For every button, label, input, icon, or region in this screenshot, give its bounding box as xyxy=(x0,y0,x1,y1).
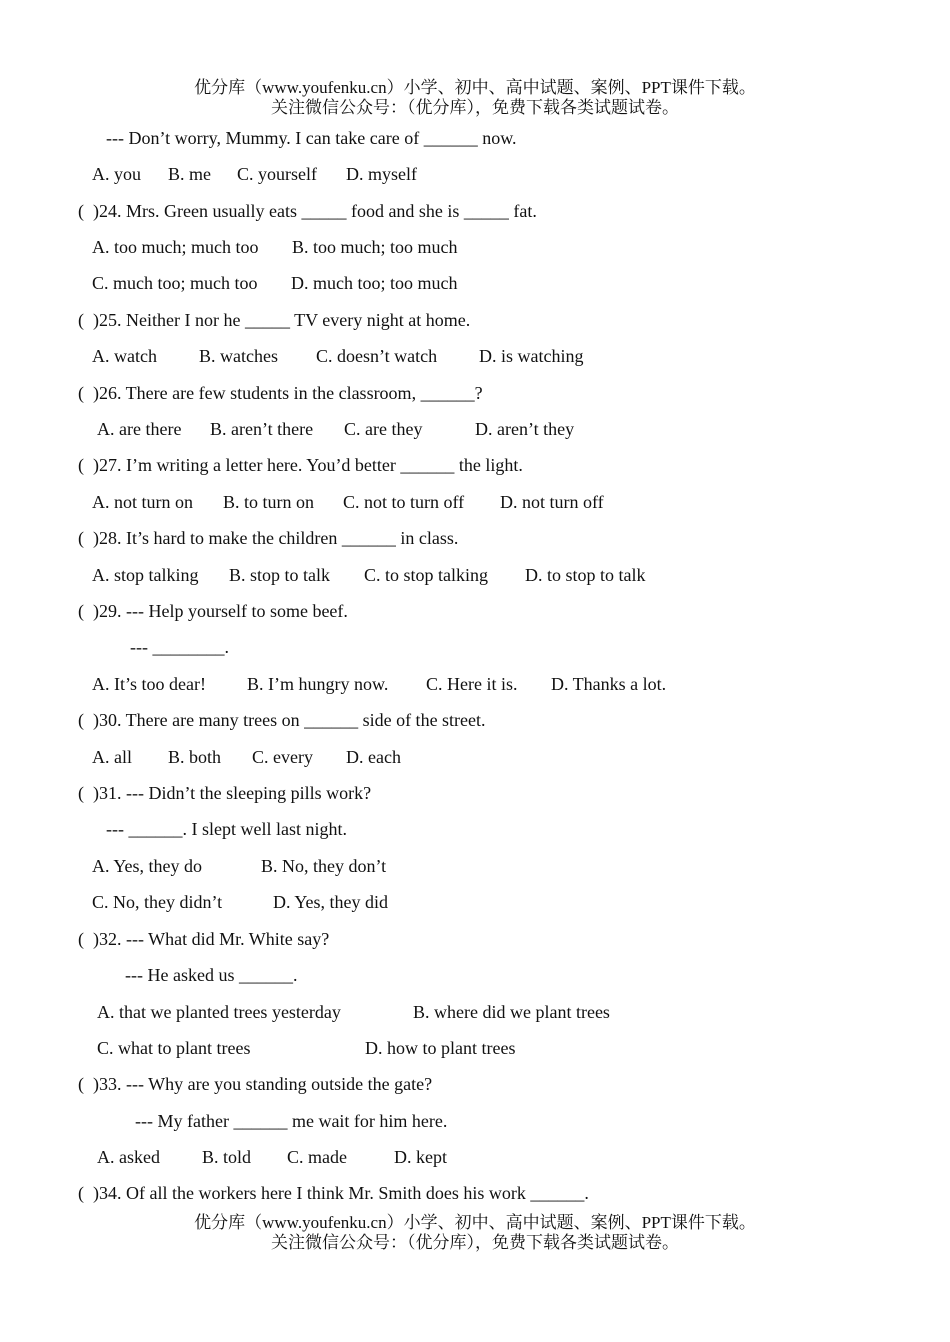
footer-line-2: 关注微信公众号：（优分库），免费下载各类试题试卷。 xyxy=(271,1233,679,1252)
q33-option-c: C. made xyxy=(287,1147,347,1167)
q31-option-a: A. Yes, they do xyxy=(92,856,203,876)
q24-option-a: A. too much; much too xyxy=(92,237,259,257)
q27-option-a: A. not turn on xyxy=(92,492,193,512)
q31-option-b: B. No, they don’t xyxy=(261,856,387,876)
q30-option-a: A. all xyxy=(92,747,132,767)
q32-stem: ( )32. --- What did Mr. White say? xyxy=(78,929,330,949)
q32-option-d: D. how to plant trees xyxy=(365,1038,516,1058)
q26-option-b: B. aren’t there xyxy=(210,419,314,439)
q23-option-d: D. myself xyxy=(346,164,417,184)
q28-option-a: A. stop talking xyxy=(92,565,199,585)
q25-option-d: D. is watching xyxy=(479,346,584,366)
q23-option-b: B. me xyxy=(168,164,211,184)
footer-line-1: 优分库（www.youfenku.cn）小学、初中、高中试题、案例、PPT课件下载。 xyxy=(194,1213,756,1232)
q30-option-c: C. every xyxy=(252,747,313,767)
q32-option-c: C. what to plant trees xyxy=(97,1038,251,1058)
header-line-1: 优分库（www.youfenku.cn）小学、初中、高中试题、案例、PPT课件下载。 xyxy=(194,78,756,97)
q27-stem: ( )27. I’m writing a letter here. You’d better ______ the light. xyxy=(78,455,523,475)
q24-option-d: D. much too; too much xyxy=(291,273,458,293)
q27-option-d: D. not turn off xyxy=(500,492,604,512)
q25-stem: ( )25. Neither I nor he _____ TV every night at home. xyxy=(78,310,471,330)
q31-option-c: C. No, they didn’t xyxy=(92,892,223,912)
q30-option-d: D. each xyxy=(346,747,401,767)
q29-option-c: C. Here it is. xyxy=(426,674,518,694)
q29-answer-line: --- ________. xyxy=(130,637,229,657)
q26-option-d: D. aren’t they xyxy=(475,419,575,439)
q33-option-d: D. kept xyxy=(394,1147,447,1167)
q31-answer-line: --- ______. I slept well last night. xyxy=(106,819,347,839)
q33-answer-line: --- My father ______ me wait for him here. xyxy=(135,1111,448,1131)
q33-stem: ( )33. --- Why are you standing outside the gate? xyxy=(78,1074,433,1094)
q23-answer-line: --- Don’t worry, Mummy. I can take care of ______ now. xyxy=(106,128,517,148)
q24-option-c: C. much too; much too xyxy=(92,273,258,293)
q32-answer-line: --- He asked us ______. xyxy=(125,965,298,985)
q31-option-d: D. Yes, they did xyxy=(273,892,389,912)
q29-option-b: B. I’m hungry now. xyxy=(247,674,389,694)
q32-option-b: B. where did we plant trees xyxy=(413,1002,610,1022)
q33-option-a: A. asked xyxy=(97,1147,160,1167)
q26-stem: ( )26. There are few students in the classroom, ______? xyxy=(78,383,483,403)
q30-option-b: B. both xyxy=(168,747,222,767)
header-line-2: 关注微信公众号：（优分库），免费下载各类试题试卷。 xyxy=(271,98,679,117)
q28-stem: ( )28. It’s hard to make the children ______ in class. xyxy=(78,528,459,548)
q29-option-d: D. Thanks a lot. xyxy=(551,674,667,694)
q32-option-a: A. that we planted trees yesterday xyxy=(97,1002,341,1022)
q23-option-a: A. you xyxy=(92,164,141,184)
q28-option-c: C. to stop talking xyxy=(364,565,489,585)
q33-option-b: B. told xyxy=(202,1147,252,1167)
q26-option-c: C. are they xyxy=(344,419,423,439)
q27-option-c: C. not to turn off xyxy=(343,492,465,512)
q29-stem: ( )29. --- Help yourself to some beef. xyxy=(78,601,348,621)
q25-option-b: B. watches xyxy=(199,346,278,366)
q27-option-b: B. to turn on xyxy=(223,492,315,512)
q25-option-a: A. watch xyxy=(92,346,157,366)
q24-option-b: B. too much; too much xyxy=(292,237,458,257)
q26-option-a: A. are there xyxy=(97,419,182,439)
q31-stem: ( )31. --- Didn’t the sleeping pills work? xyxy=(78,783,372,803)
q29-option-a: A. It’s too dear! xyxy=(92,674,206,694)
q25-option-c: C. doesn’t watch xyxy=(316,346,438,366)
q34-stem: ( )34. Of all the workers here I think Mr. Smith does his work ______. xyxy=(78,1183,589,1203)
q23-option-c: C. yourself xyxy=(237,164,317,184)
q24-stem: ( )24. Mrs. Green usually eats _____ food and she is _____ fat. xyxy=(78,201,537,221)
q30-stem: ( )30. There are many trees on ______ side of the street. xyxy=(78,710,486,730)
q28-option-d: D. to stop to talk xyxy=(525,565,646,585)
q28-option-b: B. stop to talk xyxy=(229,565,331,585)
